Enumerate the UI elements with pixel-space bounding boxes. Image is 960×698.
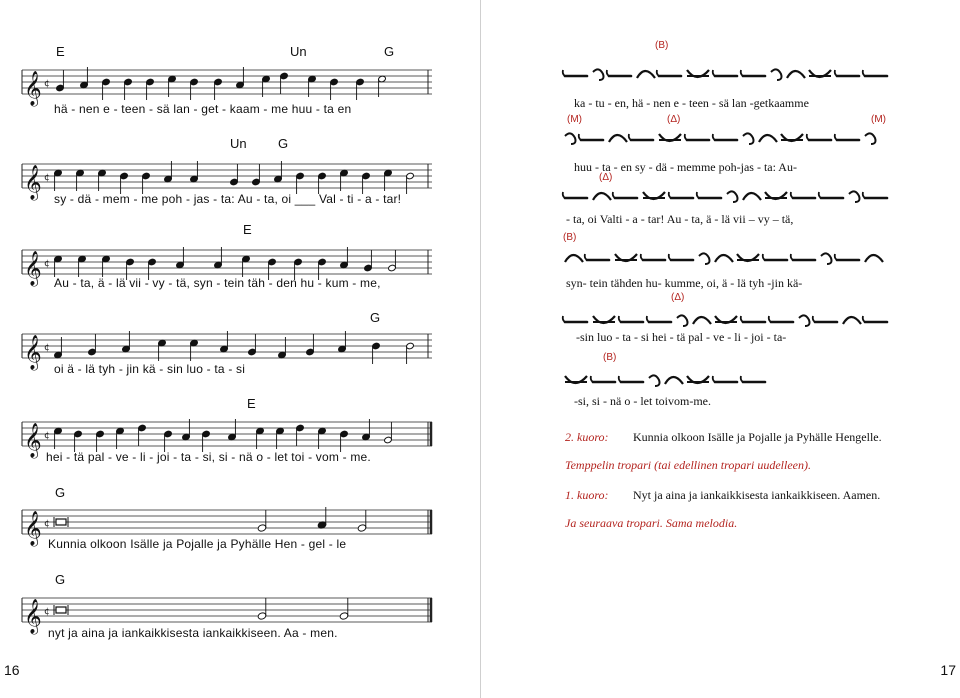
neume-mark: (B) (655, 40, 669, 51)
chord-label: Un (230, 136, 247, 151)
neume-row (563, 366, 783, 392)
svg-text:¢: ¢ (44, 259, 50, 269)
lyrics-line: hei - tä pal - ve - li - joi - ta - si, si - nä o - let toi - vom - me. (46, 450, 371, 464)
neume-row (563, 244, 893, 270)
neume-row (563, 124, 893, 150)
rubric-note: Ja seuraava tropari. Sama melodia. (565, 516, 738, 530)
svg-text:𝄞: 𝄞 (24, 71, 42, 106)
neume-text: huu - ta - en sy - dä - memme poh-jas - ta: Au- (574, 160, 797, 174)
rubric-text: Kunnia olkoon Isälle ja Pojalle ja Pyhälle Hengelle. (633, 430, 882, 444)
neume-row (563, 60, 893, 86)
chord-label: G (384, 44, 395, 59)
rubric-label: 1. kuoro: (565, 488, 609, 502)
chord-label: E (56, 44, 65, 59)
chord-label: G (55, 572, 66, 587)
lyrics-line: Kunnia olkoon Isälle ja Pojalle ja Pyhälle Hen - gel - le (48, 537, 347, 551)
lyrics-line: sy - dä - mem - me poh - jas - ta: Au - ta, oi ___ Val - ti - a - tar! (54, 192, 402, 206)
svg-text:𝄞: 𝄞 (24, 511, 42, 546)
svg-text:𝄞: 𝄞 (24, 599, 42, 634)
svg-text:¢: ¢ (44, 607, 50, 617)
page-number: 17 (940, 662, 956, 678)
neume-mark: (Δ) (667, 114, 681, 125)
lyrics-line: Au - ta, ä - lä vii - vy - tä, syn - tein täh - den hu - kum - me, (54, 276, 381, 290)
right-page (481, 0, 960, 698)
neume-text: syn- tein tähden hu- kumme, oi, ä - lä tyh -jin kä- (566, 276, 803, 290)
chord-label: G (55, 485, 66, 500)
chord-label: E (243, 222, 252, 237)
neume-text: ka - tu - en, hä - nen e - teen - sä lan -getkaamme (574, 96, 809, 110)
neume-text: - ta, oi Valti - a - tar! Au - ta, ä - lä vii – vy – tä, (566, 212, 794, 226)
neume-text: -sin luo - ta - si hei - tä pal - ve - li - joi - ta- (576, 330, 787, 344)
music-staff (22, 62, 432, 106)
rubric-label: 2. kuoro: (565, 430, 609, 444)
svg-text:¢: ¢ (44, 431, 50, 441)
svg-text:¢: ¢ (44, 343, 50, 353)
svg-text:𝄞: 𝄞 (24, 165, 42, 200)
chord-label: G (278, 136, 289, 151)
lyrics-line: nyt ja aina ja iankaikkisesta iankaikkiseen. Aa - men. (48, 626, 338, 640)
lyrics-line: hä - nen e - teen - sä lan - get - kaam - me huu - ta en (54, 102, 352, 116)
chord-label: Un (290, 44, 307, 59)
chord-label: G (370, 310, 381, 325)
neume-mark: (M) (871, 114, 886, 125)
rubric-text: Nyt ja aina ja iankaikkisesta iankaikkiseen. Aamen. (633, 488, 881, 502)
lyrics-line: oi ä - lä tyh - jin kä - sin luo - ta - si (54, 362, 246, 376)
rubric-note: Temppelin tropari (tai edellinen tropari uudelleen). (565, 458, 811, 472)
neume-text: -si, si - nä o - let toivom-me. (574, 394, 711, 408)
svg-text:¢: ¢ (44, 173, 50, 183)
neume-row (563, 182, 893, 208)
svg-text:𝄞: 𝄞 (24, 423, 42, 458)
svg-text:¢: ¢ (44, 79, 50, 89)
page-number: 16 (4, 662, 20, 678)
neume-mark: (B) (563, 232, 577, 243)
neume-mark: (M) (567, 114, 582, 125)
neume-mark: (Δ) (671, 292, 685, 303)
neume-row (563, 306, 893, 332)
neume-mark: (Δ) (599, 172, 613, 183)
svg-text:¢: ¢ (44, 519, 50, 529)
neume-mark: (B) (603, 352, 617, 363)
svg-text:𝄞: 𝄞 (24, 251, 42, 286)
svg-text:𝄞: 𝄞 (24, 335, 42, 370)
chord-label: E (247, 396, 256, 411)
